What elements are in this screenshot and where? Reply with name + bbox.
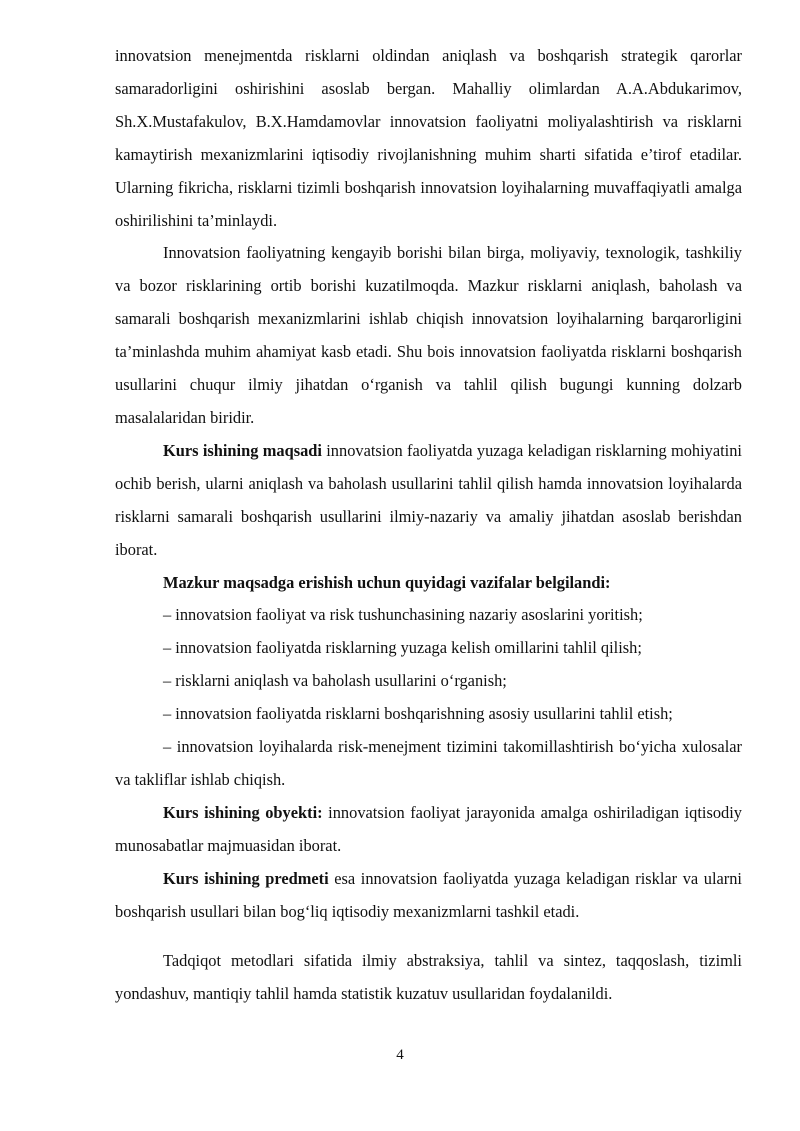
object-label: Kurs ishining obyekti:: [163, 802, 323, 822]
paragraph-methods: Tadqiqot metodlari sifatida ilmiy abstraksiya, tahlil va sintez, taqqoslash, tizimli yondashuv, mantiqiy tahlil hamda statistik kuzatuv usullaridan foydalanildi.: [115, 951, 742, 1004]
tasks-heading: Mazkur maqsadga erishish uchun quyidagi vazifalar belgilandi:: [163, 572, 611, 592]
page-number: 4: [396, 1047, 404, 1063]
paragraph-relevance: Innovatsion faoliyatning kengayib borishi bilan birga, moliyaviy, texnologik, tashkiliy va bozor risklarining ortib borishi kuzatilmoqda. Mazkur risklarni aniqlash, baholash va samarali boshqarish mexanizmlarini ishlab chiqish innovatsion loyihalarning barqarorligini ta’minlashda muhim ahamiyat kasb etadi. Shu bois innovatsion faoliyatda risklarni boshqarish usullarini chuqur ilmiy jihatdan o‘rganish va tahlil qilish bugungi kunning dolzarb masalalaridan biridir.: [115, 243, 742, 427]
task-item: – innovatsion loyihalarda risk-menejment tizimini takomillashtirish bo‘yicha xulosalar va takliflar ishlab chiqish.: [115, 737, 742, 789]
task-item: – innovatsion faoliyatda risklarning yuzaga kelish omillarini tahlil qilish;: [163, 638, 642, 658]
paragraph-subject: Kurs ishining predmeti esa innovatsion faoliyatda yuzaga keladigan risklar va ularni boshqarish usullari bilan bog‘liq iqtisodiy mexanizmlarni tashkil etadi.: [115, 868, 742, 921]
goal-label: Kurs ishining maqsadi: [163, 440, 322, 460]
body-text: [115, 40, 742, 1011]
paragraph-tasks-heading: [115, 567, 742, 600]
paragraph-goal: Kurs ishining maqsadi innovatsion faoliyatda yuzaga keladigan risklarning mohiyatini ochib berish, ularni aniqlash va baholash usullarini tahlil qilish hamda innovatsion loyihalarda risklarni samarali boshqarish usullarini ilmiy-nazariy va amaliy jihatdan asoslab berishdan iborat.: [115, 440, 742, 559]
task-item: – innovatsion faoliyatda risklarni boshqarishning asosiy usullarini tahlil etish;: [163, 704, 673, 724]
task-item: – innovatsion faoliyat va risk tushunchasining nazariy asoslarini yoritish;: [163, 605, 643, 625]
paragraph-object: Kurs ishining obyekti: innovatsion faoliyat jarayonida amalga oshiriladigan iqtisodiy munosabatlar majmuasidan iborat.: [115, 802, 742, 855]
subject-label: Kurs ishining predmeti: [163, 868, 329, 888]
paragraph-spacer: [115, 928, 742, 945]
paragraph-intro-continued: innovatsion menejmentda risklarni oldindan aniqlash va boshqarish strategik qarorlar samaradorligini oshirishini asoslab bergan. Mahalliy olimlardan A.A.Abdukarimov, Sh.X.Mustafakulov, B.X.Hamdamovlar innovatsion faoliyatni moliyalashtirish va risklarni kamaytirish mexanizmlarini iqtisodiy rivojlanishning muhim sharti sifatida e’tirof etadilar. Ularning fikricha, risklarni tizimli boshqarish innovatsion loyihalarning muvaffaqiyatli amalga oshirilishini ta’minlaydi.: [115, 46, 742, 230]
task-item: – risklarni aniqlash va baholash usullarini o‘rganish;: [163, 671, 507, 691]
